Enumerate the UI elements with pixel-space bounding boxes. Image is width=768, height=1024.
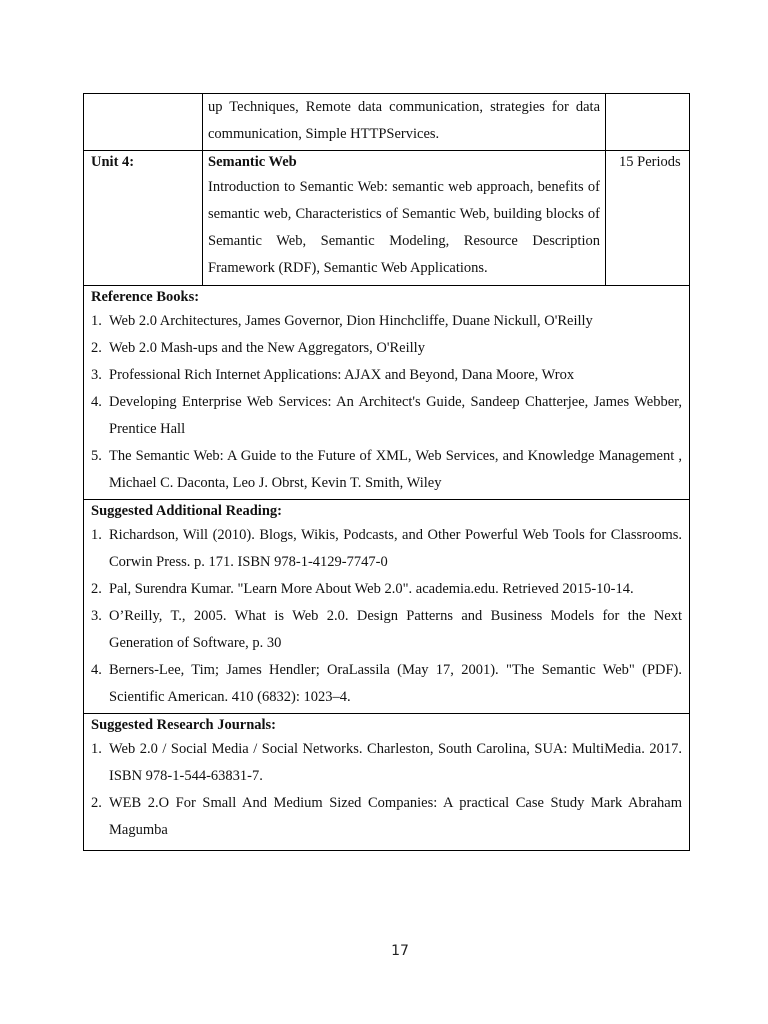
list-item	[91, 443, 682, 497]
list-number: 2.	[91, 581, 102, 597]
unit-content: Introduction to Semantic Web: semantic web approach, benefits of semantic web, Characteristics of Semantic Web, building blocks of Semantic Web, Semantic Modeling, Resource Description Framework (RDF), Semantic Web Applications.	[208, 179, 600, 276]
research-journals-block	[84, 714, 689, 850]
list-item	[91, 603, 682, 657]
unit-title: Semantic Web	[208, 154, 297, 170]
list-number: 2.	[91, 340, 102, 356]
additional-reading-section	[84, 500, 689, 714]
list-text: Richardson, Will (2010). Blogs, Wikis, Podcasts, and Other Powerful Web Tools for Classrooms. Corwin Press. p. 171. ISBN 978-1-4129-7747-0	[109, 527, 682, 570]
reference-books-block	[84, 286, 689, 499]
section-heading: Reference Books:	[91, 289, 200, 305]
list-number: 5.	[91, 448, 102, 464]
list-number: 3.	[91, 608, 102, 624]
unit-row-4	[84, 151, 689, 286]
list-item	[91, 335, 682, 362]
list-item	[91, 657, 682, 711]
unit-row-continued	[84, 94, 689, 151]
list-text: WEB 2.O For Small And Medium Sized Companies: A practical Case Study Mark Abraham Magumba	[109, 795, 682, 838]
list-item	[91, 736, 682, 790]
research-journals-section	[84, 714, 689, 850]
list-text: Web 2.0 / Social Media / Social Networks. Charleston, South Carolina, SUA: MultiMedia. 2017. ISBN 978-1-544-63831-7.	[109, 741, 682, 784]
list-text: Professional Rich Internet Applications: AJAX and Beyond, Dana Moore, Wrox	[109, 367, 575, 383]
periods-cell	[606, 94, 689, 150]
list-text: Berners-Lee, Tim; James Hendler; OraLassila (May 17, 2001). "The Semantic Web" (PDF). Scientific American. 410 (6832): 1023–4.	[109, 662, 682, 705]
page-number: 17	[391, 943, 409, 959]
list-item	[91, 362, 682, 389]
list-number: 4.	[91, 394, 102, 410]
unit-cell	[84, 94, 203, 150]
list-item	[91, 576, 682, 603]
list-text: O’Reilly, T., 2005. What is Web 2.0. Design Patterns and Business Models for the Next Generation of Software, p. 30	[109, 608, 682, 651]
list-text: Web 2.0 Mash-ups and the New Aggregators, O'Reilly	[109, 340, 425, 356]
list-number: 1.	[91, 741, 102, 757]
periods-cell: 15 Periods	[619, 154, 681, 170]
section-heading: Suggested Research Journals:	[91, 717, 277, 733]
unit-content-cell	[203, 151, 606, 285]
unit-content-cell	[203, 94, 606, 150]
list-number: 1.	[91, 313, 102, 329]
section-heading: Suggested Additional Reading:	[91, 503, 282, 519]
list-text: Web 2.0 Architectures, James Governor, Dion Hinchcliffe, Duane Nickull, O'Reilly	[109, 313, 593, 329]
list-text: The Semantic Web: A Guide to the Future of XML, Web Services, and Knowledge Management , Michael C. Daconta, Leo J. Obrst, Kevin T. Smith, Wiley	[109, 448, 682, 491]
list-item	[91, 522, 682, 576]
reference-books-section	[84, 286, 689, 500]
list-item	[91, 389, 682, 443]
unit-content: up Techniques, Remote data communication, strategies for data communication, Simple HTTPServices.	[208, 99, 600, 142]
syllabus-table	[83, 93, 690, 851]
list-item	[91, 790, 682, 844]
list-item	[91, 308, 682, 335]
unit-label: Unit 4:	[84, 151, 203, 285]
list-text: Pal, Surendra Kumar. "Learn More About Web 2.0". academia.edu. Retrieved 2015-10-14.	[109, 581, 634, 597]
list-number: 3.	[91, 367, 102, 383]
list-number: 2.	[91, 795, 102, 811]
list-text: Developing Enterprise Web Services: An Architect's Guide, Sandeep Chatterjee, James Webber, Prentice Hall	[109, 394, 682, 437]
additional-reading-block	[84, 500, 689, 713]
list-number: 4.	[91, 662, 102, 678]
list-number: 1.	[91, 527, 102, 543]
